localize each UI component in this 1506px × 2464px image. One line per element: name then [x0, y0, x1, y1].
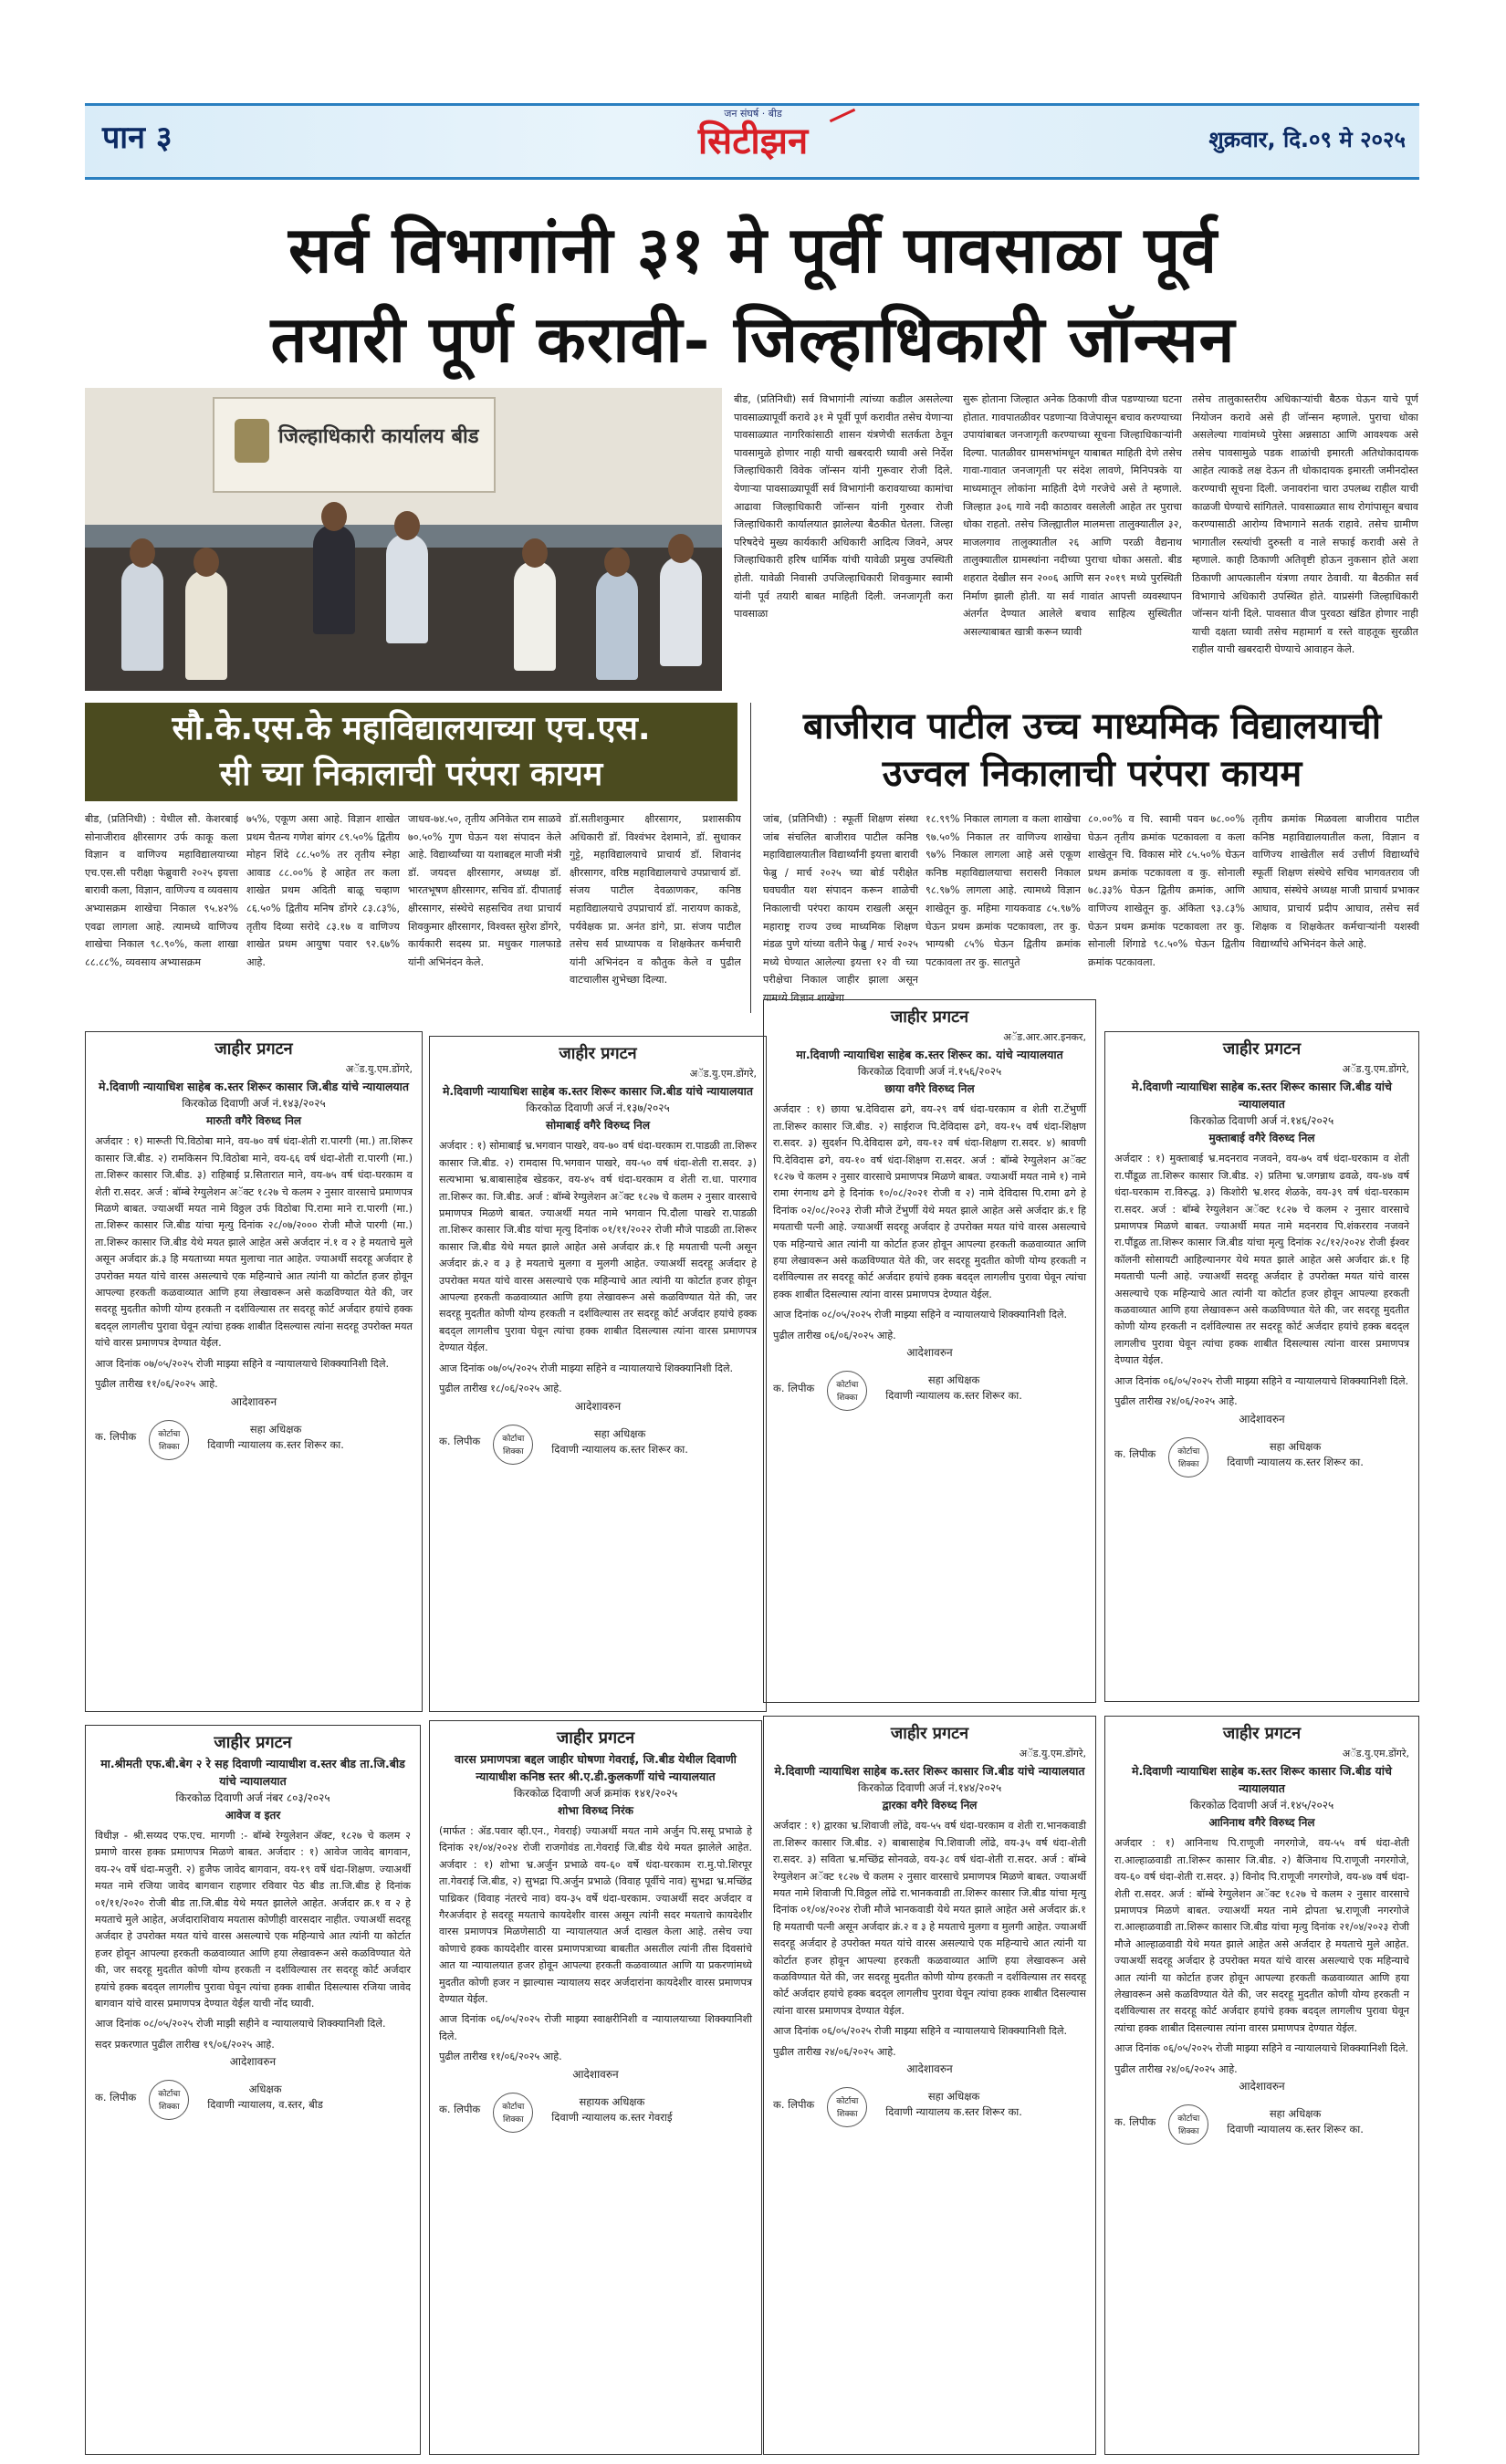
person-figure: [121, 561, 163, 671]
notice-case-number: किरकोळ दिवाणी अर्ज नं.१५६/२०२५: [857, 1065, 1002, 1079]
notice-title: जाहीर प्रगटन: [556, 1728, 635, 1748]
story3-col4: तृतीय क्रमांक मिळवला बाजीराव पाटील कनिष्ठ महाविद्यालयातील कला, विज्ञान व वाणिज्य शाखेतील सर्व उत्तीर्ण विद्यार्थ्यांचे स्फूर्ती शिक्षण संस्थेचे सचिव भागवतराव जी आघाव, संस्थेचे अध्यक्ष माजी प्राचार्य प्रभाकर आघाव, प्राचार्य प्रदीप आघाव, तसेच सर्व शिक्षक व शिक्षकेतर कर्मचाऱ्यांनी यशस्वी विद्यार्थ्यांचे अभिनंदन केले आहे.: [1252, 813, 1419, 951]
office-banner: जिल्हाधिकारी कार्यालय बीड: [213, 397, 496, 493]
notice-signatory: सहा अधिक्षक दिवाणी न्यायालय क.स्तर शिरूर का.: [551, 1426, 688, 1456]
legal-notice: [1104, 1031, 1419, 1702]
court-seal-icon: कोर्टाचा शिक्का: [827, 1371, 867, 1411]
notice-body: (मार्फत : ॲड.पवार व्ही.एन., गेवराई) ज्याअर्थी मयत नामे अर्जुन पि.ससू प्रभाळे हे दिनांक २१/०४/२०२४ रोजी राजगोवंड ता.गेवराई जि.बीड येथे मयत झालेले आहेत. अर्जदार : १) शोभा भ्र.अर्जुन प्रभाळे वय-६० वर्षे धंदा-घरकाम रा.मु.पो.शिरपूर ता.गेवराई जि.बीड, २) सुभद्रा पि.अर्जुन प्रभाळे (विवाह पूर्वीचे नाव) सुभद्रा भ्र.मच्छिंद्र पाथ्रिकर (विवाह नंतरचे नाव) वय-३५ वर्षे धंदा-घरकाम. ज्याअर्थी सदर अर्जदार व गैरअर्जदार हे सदरहू मयताचे कायदेशीर वारस असून त्यांनी सदर मयताचे कायदेशीर वारस प्रमाणपत्र मिळणेसाठी या न्यायालयात अर्ज दाखल केला आहे. तसेच ज्या कोणाचे हक्क कायदेशीर वारस प्रमाणपत्राच्या बाबतीत असतील त्यांनी तीस दिवसांचे आत या न्यायालयात हजर होवून आपल्या हरकती कळवाव्यात आणि या प्रकरणांमध्ये मुदतीत कोणी हजर न झाल्यास न्यायालय सदर अर्जदारांना कायदेशीर वारस प्रमाणपत्र देण्यात येईल.: [439, 1825, 752, 2006]
person-figure: [386, 534, 428, 643]
notice-date-line: आज दिनांक ०६/०५/२०२५ रोजी माझ्या स्वाक्षरीनिशी व न्यायालयाच्या शिक्क्यानिशी दिले.: [439, 2013, 752, 2042]
notice-date-line: आज दिनांक ०६/०५/२०२५ रोजी माझ्या सहिने व न्यायालयाचे शिक्क्यानिशी दिले.: [1114, 2042, 1409, 2055]
notice-next-date: पुढील तारीख १८/०६/२०२५ आहे.: [439, 1383, 562, 1395]
notice-body: विधीज्ञ - श्री.सय्यद एफ.एच. मागणी :- बॉम्बे रेग्युलेशन ॲक्ट, १८२७ चे कलम २ प्रमाणे वारस हक्क प्रमाणपत्र मिळणे बाबत. अर्जदार : १) आवेज जावेद बागवान, वय-२५ वर्षे धंदा-मजुरी. २) हुजैफ जावेद बागवान, वय-१९ वर्षे धंदा-शिक्षण. ज्याअर्थी मयत नामे रजिया जावेद बागवान राहणार रविवार पेठ बीड ता.जि.बीड हे दिनांक ०१/११/२०२० रोजी बीड ता.जि.बीड येथे मयत झालेले आहेत. अर्जदार क्र.१ व २ हे मयताचे मुले आहेत, अर्जदाराशिवाय मयतास कोणीही वारसदार नाहीत. ज्याअर्थी सदरहू अर्जदार हे उपरोक्त मयत यांचे वारस असल्याचे एक महिन्याचे आत त्यांनी या कोर्टात हजर होवून आपल्या हरकती कळवाव्यात आणि हया लेखावरून असे कळविण्यात येते की, जर सदरहू मुदतीत कोणी योग्य हरकती न दर्शविल्यास तर सदरहू कोर्ट अर्जदार हयांचे हक्क बदद्ल लागलीच पुरावा घेवून त्यांचा हक्क शाबीत दिसल्यास रजिया जावेद बागवान यांचे वारस प्रमाणपत्र देण्यात येईल याची नोंद घ्यावी.: [95, 1830, 411, 2010]
story3-col2: १८.९९% निकाल लागला व कला शाखेचा ९७.५०% निकाल तर वाणिज्य शाखेचा ९७% निकाल लागला आहे असे एकूण कनिष्ठ महाविद्यालयाचा सरासरी निकाल ९८.९७% लागला आहे. त्यामध्ये विज्ञान शाखेतून कु. महिमा गायकवाड ८५.९७% घेऊन प्रथम क्रमांक पटकावला, तर कु. भाग्यश्री ८५% घेऊन द्वितीय क्रमांक पटकावला तर कु. सातपुते: [926, 813, 1081, 968]
notice-next-date: पुढील तारीख २४/०६/२०२५ आहे.: [1114, 1395, 1238, 1408]
notice-body: अर्जदार : १) द्वारका भ्र.शिवाजी लोंढे, वय-५५ वर्ष धंदा-घरकाम व शेती रा.भानकवाडी ता.शिरूर कासार जि.बीड. २) बाबासाहेब पि.शिवाजी लोंढे, वय-३५ वर्ष धंदा-शेती रा.सदर. ३) सविता भ्र.मच्छिंद्र सोनवळे, वय-३८ वर्ष धंदा-शेती रा.सदर. अर्ज : बॉम्बे रेग्युलेशन अॅक्ट १८२७ चे कलम २ नुसार वारसाचे प्रमाणपत्र मिळणे बाबत. ज्याअर्थी मयत नामे शिवाजी पि.विठ्ठल लोंढे रा.भानकवाडी ता.शिरूर कासार जि.बीड यांचा मृत्यु दिनांक ०१/०४/२०२४ रोजी मौजे भानकवाडी येथे मयत झाले आहेत असे अर्जदार क्रं.१ हि मयताची पत्नी असून अर्जदार क्रं.२ व ३ हे मयताचे मुलगा व मुलगी आहेत. ज्याअर्थी सदरहू अर्जदार हे उपरोक्त मयत यांचे वारस असल्याचे एक महिन्याचे आत त्यांनी या कोर्टात हजर होवून आपल्या हरकती कळवाव्यात आणि हया लेखावरून असे कळविण्यात येते की, जर सदरहू मुदतीत कोणी योग्य हरकती न दर्शविल्यास तर सदरहू कोर्ट अर्जदार हयांचे हक्क बदद्ल लागलीच पुरावा घेवून त्यांचा हक्क शाबीत दिसल्यास त्यांना वारस प्रमाणपत्र देण्यात येईल.: [773, 1820, 1086, 2017]
story1-col3: तसेच तालुकास्तरीय अधिकाऱ्यांची बैठक घेऊन याचे पूर्ण नियोजन करावे असे ही जॉन्सन म्हणाले. पुराचा धोका असलेल्या गावांमध्ये पुरेसा अन्नसाठा आणि आवश्यक असे तसेच पावसामुळे पडक शाळांची इमारती अतिधोकादायक आहेत त्याकडे लक्ष देऊन ती धोकादायक इमारती जमीनदोस्त करण्याची सूचना दिली. जनावरांना चारा उपलब्ध राहील याची काळजी घेण्याचे सांगितले. पावसाळ्यात साथ रोगांपासून बचाव करण्यासाठी आरोग्य विभागाने सतर्क राहावे. तसेच ग्रामीण भागातील रस्त्यांची दुरुस्ती व नाले सफाई करावी असे ते म्हणाले. काही ठिकाणी अतिवृष्टी होऊन नुकसान होते अशा ठिकाणी आपत्कालीन यंत्रणा तयार ठेवावी. या बैठकीत सर्व विभागाचे अधिकारी उपस्थित होते. याप्रसंगी जिल्हाधिकारी जॉन्सन यांनी दिले. पावसात वीज पुरवठा खंडित होणार नाही याची दक्षता घ्यावी तसेच महामार्ग व रस्ते वाहतूक सुरळीत राहील याची खबरदारी घेण्याचे आवाहन केले.: [1192, 393, 1418, 656]
page-number: पान ३: [102, 120, 173, 156]
notice-order: आदेशावरुन: [1239, 2080, 1285, 2093]
person-figure: [514, 561, 556, 671]
logo-text: सिटीझन: [697, 120, 809, 162]
notice-order: आदेशावरुन: [229, 2055, 277, 2069]
notice-court: मे.दिवाणी न्यायाधिश साहेब क.स्तर शिरूर कासार जि.बीड यांचे न्यायालयात: [1132, 1080, 1392, 1112]
story2-heading: सौ.के.एस.के महाविद्यालयाच्या एच.एस. सी च्या निकालाची परंपरा कायम: [85, 703, 737, 801]
logo-tagline: जन संघर्ष · बीड: [724, 108, 782, 120]
notice-order: आदेशावरुन: [230, 1394, 277, 1408]
notice-clerk: क. लिपीक: [95, 2090, 137, 2104]
person-figure: [596, 570, 638, 680]
notice-subject: छाया वगैरे विरुध्द निल: [884, 1082, 975, 1096]
story2-col2: ७५%, एकूण असा आहे. विज्ञान शाखेत प्रथम चैतन्य गणेश बांगर ८९.५०% द्वितीय मोहन शिंदे ८८.५०% तर तृतीय स्नेहा आवाड ८८.००% हे आहेत तर कला शाखेत प्रथम अदिती बाळू चव्हाण ८६.५०% द्वितीय मनिष डोंगरे ८३.८३%, तृतीय दिव्या सरोदे ८३.१७ व वाणिज्य शाखेत प्रथम आयुषा पवार ९२.६७% आहे.: [246, 813, 400, 968]
meeting-photo: [85, 388, 722, 691]
notice-subject: मारुती वगैरे विरुध्द निल: [205, 1114, 302, 1128]
notice-clerk: क. लिपीक: [773, 1381, 815, 1394]
notice-next-date: पुढील तारीख २४/०६/२०२५ आहे.: [1114, 2062, 1238, 2075]
notice-subject: द्वारका वगैरे विरुध्द निल: [882, 1799, 978, 1812]
notice-title: जाहीर प्रगटन: [1222, 1724, 1302, 1743]
notice-next-date: पुढील तारीख ०६/०६/२०२५ आहे.: [773, 1329, 896, 1342]
notice-clerk: क. लिपीक: [1114, 2114, 1156, 2128]
notice-clerk: क. लिपीक: [439, 1435, 481, 1447]
legal-notice: [763, 999, 1096, 1703]
court-seal-icon: कोर्टाचा शिक्का: [149, 1420, 189, 1460]
notice-case-number: किरकोळ दिवाणी अर्ज क्रमांक १४१/२०२५: [513, 1787, 678, 1800]
notice-title: जाहीर प्रगटन: [1222, 1039, 1302, 1059]
notice-case-number: किरकोळ दिवाणी अर्ज नं.१४३/२०२५: [182, 1097, 326, 1111]
legal-notice: [85, 1031, 423, 1712]
notice-body: अर्जदार : १) आनिनाथ पि.राणूजी नगरगोजे, वय-५५ वर्ष धंदा-शेती रा.आल्हाळवाडी ता.शिरूर कासार जि.बीड. २) बैजिनाथ पि.राणूजी नगरगोजे, वय-६० वर्ष धंदा-शेती रा.सदर. ३) विनोद पि.राणूजी नगरगोजे, वय-४७ वर्ष धंदा-शेती रा.सदर. अर्ज : बॉम्बे रेग्युलेशन अॅक्ट १८२७ चे कलम २ नुसार वारसाचे प्रमाणपत्र मिळणे बाबत. ज्याअर्थी मयत नामे द्रोपता भ्र.राणूजी नगरगोजे रा.आल्हाळवाडी ता.शिरूर कासार जि.बीड यांचा मृत्यु दिनांक २१/०४/२०२३ रोजी मौजे आल्हाळवाडी येथे मयत झाले आहेत असे अर्जदार हे मयताचे मुले आहेत. ज्याअर्थी सदरहू अर्जदार हे उपरोक्त मयत यांचे वारस असल्याचे एक महिन्याचे आत त्यांनी या कोर्टात हजर होवून आपल्या हरकती कळवाव्यात आणि हया लेखावरून असे कळविण्यात येते की, जर सदरहू मुदतीत कोणी योग्य हरकती न दर्शविल्यास तर सदरहू कोर्ट अर्जदार हयांचे हक्क बदद्ल लागलीच पुरावा घेवून त्यांचा हक्क शाबीत दिसल्यास त्यांना वारस प्रमाणपत्र देण्यात येईल.: [1114, 1837, 1409, 2034]
legal-notice: [429, 1036, 767, 1712]
court-seal-icon: कोर्टाचा शिक्का: [1168, 1437, 1208, 1477]
notice-subject: आवेज व इतर: [225, 1809, 281, 1822]
notice-signatory: अधिक्षक दिवाणी न्यायालय, व.स्तर, बीड: [207, 2083, 323, 2112]
notice-date-line: आज दिनांक ०६/०५/२०२५ रोजी माझ्या सहिने व न्यायालयाचे शिक्क्यानिशी दिले.: [773, 2025, 1068, 2038]
court-seal-icon: कोर्टाचा शिक्का: [493, 2093, 533, 2133]
notice-next-date: पुढील तारीख २४/०६/२०२५ आहे.: [773, 2045, 896, 2058]
headline-line-1: सर्व विभागांनी ३१ मे पूर्वी पावसाळा पूर्व: [288, 212, 1218, 287]
notice-advocate: अॅड.यु.एम.डोंगरे,: [689, 1068, 757, 1080]
notice-order: आदेशावरुन: [906, 2062, 953, 2076]
notice-court: वारस प्रमाणपत्रा बद्दल जाहीर घोषणा गेवराई, जि.बीड येथील दिवाणी न्यायाधीश कनिष्ठ स्तर श्री.ए.डी.कुलकर्णी यांचे न्यायालयात: [455, 1752, 737, 1783]
column-divider: [750, 703, 751, 1013]
story3-heading: बाजीराव पाटील उच्च माध्यमिक विद्यालयाची उज्वल निकालाची परंपरा कायम: [802, 705, 1382, 795]
notice-order: आदेशावरुन: [572, 2067, 619, 2081]
notice-signatory: सहा अधिक्षक दिवाणी न्यायालय क.स्तर शिरूर का.: [885, 1373, 1022, 1403]
notice-signatory: सहा अधिक्षक दिवाणी न्यायालय क.स्तर शिरूर का.: [1227, 1439, 1364, 1468]
notice-case-number: किरकोळ दिवाणी अर्ज नं.१३७/२०२५: [526, 1101, 670, 1115]
notice-title: जाहीर प्रगटन: [214, 1039, 293, 1059]
notice-case-number: किरकोळ दिवाणी अर्ज नं.१४६/२०२५: [1189, 1114, 1334, 1128]
notice-date-line: आज दिनांक ०८/०५/२०२५ रोजी माझ्या सहिने व न्यायालयाचे शिक्क्यानिशी दिले.: [773, 1309, 1068, 1321]
story2-col1: बीड, (प्रतिनिधी) : येथील सौ. केशरबाई सोनाजीराव क्षीरसागर उर्फ काकू कला विज्ञान व वाणिज्य महाविद्यालयाच्या एच.एस.सी परीक्षा फेब्रुवारी २०२५ इयत्ता बारावी कला, विज्ञान, वाणिज्य व व्यवसाय अभ्यासक्रम शाखेचा निकाल ९५.४२% एवढा लागला आहे. त्यामध्ये वाणिज्य शाखेचा निकाल ९८.९०%, कला शाखा ८८.८८%, व्यवसाय अभ्यासक्रम: [85, 813, 238, 968]
notice-case-number: किरकोळ दिवाणी अर्ज नं.१४४/२०२५: [857, 1781, 1002, 1795]
legal-notice: [763, 1716, 1096, 2455]
legal-notice: [1104, 1716, 1419, 2455]
notice-subject: सोमाबाई वगैरे विरुध्द निल: [546, 1119, 650, 1133]
notice-title: जाहीर प्रगटन: [890, 1724, 969, 1743]
story2-col4: डॉ.सतीशकुमार क्षीरसागर, प्रशासकीय अधिकारी डॉ. विश्वंभर देशमाने, डॉ. सुधाकर गुट्टे, महाविद्यालयाचे प्राचार्य डॉ. शिवानंद क्षीरसागर, वरिष्ठ महाविद्यालयाचे उपप्राचार्य डॉ. संजय पाटील देवळाणकर, कनिष्ठ महाविद्यालयाचे उपप्राचार्य डॉ. नारायण काकडे, पर्यवेक्षक प्रा. अनंत डांगे, प्रा. संजय पाटील तसेच सर्व प्राध्यापक व शिक्षकेतर कर्मचारी यांनी अभिनंदन व कौतुक केले व पुढील वाटचालीस शुभेच्छा दिल्या.: [570, 813, 741, 987]
story3-col3: ८०.००% व चि. स्वामी पवन ७८.००% घेऊन तृतीय क्रमांक पटकावला व कला शाखेतून चि. विकास मोरे ८५.५०% घेऊन प्रथम क्रमांक पटकावला व कु. सोनाली ७८.३३% घेऊन द्वितीय क्रमांक, आणि वाणिज्य शाखेतून कु. अंकिता ९३.८३% घेऊन प्रथम क्रमांक पटकावला तर कु. सोनाली शिंगाडे ९८.५०% घेऊन द्वितीय क्रमांक पटकावला.: [1088, 813, 1245, 968]
newspaper-logo: [657, 107, 849, 178]
story3-col1: जांब, (प्रतिनिधी) : स्फूर्ती शिक्षण संस्था जांब संचलित बाजीराव पाटील कनिष्ठ महाविद्यालयातील विद्यार्थ्यांनी इयत्ता बारावी फेब्रु / मार्च २०२५ च्या बोर्ड परीक्षेत घवघवीत यश संपादन करून शाळेची निकालाची परंपरा कायम राखली असून महाराष्ट्र राज्य उच्च माध्यमिक शिक्षण मंडळ पुणे यांच्या वतीने फेब्रु / मार्च २०२५ मध्ये घेण्यात आलेल्या इयत्ता १२ वी च्या परीक्षेचा निकाल जाहीर झाला असून यामध्ये विज्ञान शाखेचा: [763, 813, 918, 1004]
notice-order: आदेशावरुन: [574, 1399, 622, 1413]
notice-signatory: सहा अधिक्षक दिवाणी न्यायालय क.स्तर शिरूर का.: [1227, 2107, 1364, 2136]
notice-next-date: सदर प्रकरणात पुढील तारीख १९/०६/२०२५ आहे.: [95, 2038, 275, 2051]
person-figure: [313, 525, 355, 634]
notice-clerk: क. लिपीक: [1114, 1447, 1156, 1460]
court-seal-icon: कोर्टाचा शिक्का: [149, 2080, 189, 2120]
notice-court: मे.दिवाणी न्यायाधिश साहेब क.स्तर शिरूर कासार जि.बीड यांचे न्यायालयात: [774, 1764, 1085, 1779]
main-headline: [91, 205, 1415, 384]
notice-order: आदेशावरुन: [1239, 1412, 1285, 1425]
notice-title: जाहीर प्रगटन: [559, 1044, 637, 1063]
notice-body: अर्जदार : १) मुक्ताबाई भ्र.मदनराव नजवने, वय-७५ वर्ष धंदा-घरकाम व शेती रा.पौंडूळ ता.शिरूर कासार जि.बीड. २) प्रतिमा भ्र.जगन्नाथ ढवळे, वय-४७ वर्ष धंदा-घरकाम रा.विरुद्ध. ३) किशोरी भ्र.शरद शेळके, वय-३९ वर्ष धंदा-घरकाम रा.सदर. अर्ज : बॉम्बे रेग्युलेशन अॅक्ट १८२७ चे कलम २ नुसार वारसाचे प्रमाणपत्र मिळणे बाबत. ज्याअर्थी मयत नामे मदनराव पि.शंकरराव नजवने रा.पौंडूळ ता.शिरूर कासार जि.बीड यांचा मृत्यु दिनांक २८/१२/२०२४ रोजी ईश्वर कॉलनी सोसायटी आहिल्यानगर येथे मयत झाले आहेत असे अर्जदार क्रं.१ हि मयताची पत्नी आहे. ज्याअर्थी सदरहू अर्जदार हे उपरोक्त मयत यांचे वारस असल्याचे एक महिन्याचे आत त्यांनी या कोर्टात हजर होवून आपल्या हरकती कळवाव्यात आणि हया लेखावरून असे कळविण्यात येते की, जर सदरहू मुदतीत कोणी योग्य हरकती न दर्शविल्यास तर सदरहू कोर्ट अर्जदार हयांचे हक्क बदद्ल लागलीच पुरावा घेवून त्यांचा हक्क शाबीत दिसल्यास त्यांना वारस प्रमाणपत्र देण्यात येईल.: [1114, 1153, 1409, 1367]
notice-body: अर्जदार : १) सोमाबाई भ्र.भगवान पाखरे, वय-७० वर्ष धंदा-घरकाम रा.पाडळी ता.शिरूर कासार जि.बीड. २) रामदास पि.भगवान पाखरे, वय-५० वर्ष धंदा-शेती रा.सदर. ३) सत्यभामा भ्र.बाबासाहेब खेडकर, वय-४५ वर्ष धंदा-घरकाम व शेती रा.धा. पारगाव ता.शिरूर का. जि.बीड. अर्ज : बॉम्बे रेग्युलेशन अॅक्ट १८२७ चे कलम २ नुसार वारसाचे प्रमाणपत्र मिळणे बाबत. ज्याअर्थी मयत नामे भगवान पि.दौला पाखरे रा.पाडळी ता.शिरूर कासार जि.बीड यांचा मृत्यु दिनांक ०१/११/२०२२ रोजी मौजे पाडळी ता.शिरूर कासार जि.बीड येथे मयत झाले आहेत असे अर्जदार क्रं.१ हि मयताची पत्नी असून अर्जदार क्रं.२ व ३ हे मयताचे मुलगा व मुलगी आहेत. ज्याअर्थी सदरहू अर्जदार हे उपरोक्त मयत यांचे वारस असल्याचे एक महिन्याचे आत त्यांनी या कोर्टात हजर होवून आपल्या हरकती कळवाव्यात आणि हया लेखावरून असे कळविण्यात येते की, जर सदरहू मुदतीत कोणी योग्य हरकती न दर्शविल्यास तर सदरहू कोर्ट अर्जदार हयांचे हक्क बदद्ल लागलीच पुरावा घेवून त्यांचा हक्क शाबीत दिसल्यास त्यांना वारस प्रमाणपत्र देण्यात येईल.: [439, 1140, 757, 1354]
legal-notice: [85, 1725, 421, 2455]
legal-notice: [429, 1720, 762, 2455]
notice-date-line: आज दिनांक ०७/०५/२०२५ रोजी माझ्या सहिने व न्यायालयाचे शिक्क्यानिशी दिले.: [95, 1357, 390, 1370]
notice-advocate: अॅड.यु.एम.डोंगरे,: [1019, 1748, 1086, 1759]
notice-subject: आनिनाथ वगैरे विरुध्द निल: [1208, 1816, 1315, 1830]
story1-col1: बीड, (प्रतिनिधी) सर्व विभागांनी त्यांच्या कडील असलेल्या पावसाळ्यापूर्वी करावे ३१ मे पूर्वी पूर्ण करावीत तसेच येणाऱ्या पावसाळ्यात नागरिकांसाठी शासन यंत्रणेची सतर्कता ठेवून पावसामुळे होणार नाही याची खबरदारी घ्यावी असे निर्देश जिल्हाधिकारी विवेक जॉन्सन यांनी गुरूवार रोजी दिले. येणाऱ्या पावसाळ्यापूर्वी सर्व विभागांनी करावयाच्या कामांचा आढावा जिल्हाधिकारी जॉन्सन यांनी गुरुवार रोजी जिल्हाधिकारी कार्यालयात झालेल्या बैठकीत घेतला. जिल्हा परिषदेचे मुख्य कार्यकारी अधिकारी आदित्य जिवने, अपर जिल्हाधिकारी हरिष धार्मिक यांची यावेळी प्रमुख उपस्थिती होती. यावेळी निवासी उपजिल्हाधिकारी शिवकुमार स्वामी यांनी पूर्व तयारी बाबत माहिती दिली. जनजागृती करा पावसाळा: [734, 393, 953, 621]
court-seal-icon: कोर्टाचा शिक्का: [827, 2087, 867, 2127]
notice-next-date: पुढील तारीख ११/०६/२०२५ आहे.: [439, 2051, 562, 2063]
notice-case-number: किरकोळ दिवाणी अर्ज नं.१४५/२०२५: [1189, 1799, 1334, 1812]
notice-body: अर्जदार : १) छाया भ्र.देविदास ढगे, वय-२९ वर्ष धंदा-घरकाम व शेती रा.टेंभुर्णी ता.शिरूर कासार जि.बीड. २) साईराज पि.देविदास ढगे, वय-१५ वर्ष धंदा-शिक्षण रा.सदर. ३) सुदर्शन पि.देविदास ढगे, वय-१२ वर्ष धंदा-शिक्षण रा.सदर. ४) श्रावणी पि.देविदास ढगे, वय-१० वर्ष धंदा-शिक्षण रा.सदर. अर्ज : बॉम्बे रेग्युलेशन अॅक्ट १८२७ चे कलम २ नुसार वारसाचे प्रमाणपत्र मिळणे बाबत. ज्याअर्थी मयत नामे १) नामे रामा रंगनाथ ढगे हे दिनांक १०/०८/२०२१ रोजी व २) नामे देविदास पि.रामा ढगे हे दिनांक ०२/०८/२०२३ रोजी मौजे टेंभुर्णी येथे मयत झाले आहेत असे अर्जदार क्रं.१ हि मयताची पत्नी आहे. ज्याअर्थी सदरहू अर्जदार हे उपरोक्त मयत यांचे वारस असल्याचे एक महिन्याचे आत त्यांनी या कोर्टात हजर होवून आपल्या हरकती कळवाव्यात आणि हया लेखावरून असे कळविण्यात येते की, जर सदरहू मुदतीत कोणी योग्य हरकती न दर्शविल्यास तर सदरहू कोर्ट अर्जदार हयांचे हक्क बदद्ल लागलीच पुरावा घेवून त्यांचा हक्क शाबीत दिसल्यास त्यांना वारस प्रमाणपत्र देण्यात येईल.: [773, 1103, 1086, 1300]
notice-court: मे.दिवाणी न्यायाधिश साहेब क.स्तर शिरूर कासार जि.बीड यांचे न्यायालयात: [98, 1080, 410, 1094]
notice-clerk: क. लिपीक: [439, 2103, 481, 2116]
notice-court: मा.दिवाणी न्यायाधिश साहेब क.स्तर शिरूर का. यांचे न्यायालयात: [796, 1048, 1063, 1062]
notice-advocate: अॅड.आर.आर.इनकर,: [1003, 1031, 1086, 1043]
notice-title: जाहीर प्रगटन: [214, 1733, 292, 1752]
notice-advocate: अॅड.यु.एम.डोंगरे,: [345, 1063, 413, 1075]
story1-col2: सुरू होताना जिल्हात अनेक ठिकाणी वीज पडण्याच्या घटना होतात. गावपातळीवर पडणाऱ्या विजेपासून बचाव करण्याच्या उपायांबाबत जनजागृती करण्याच्या सूचना जिल्हाधिकाऱ्यांनी दिल्या. पातळीवर ग्रामसभांमधून याबाबत माहिती देणे तसेच गावा-गावात जनजागृती पर संदेश लावणे, मिनिपत्रके या माध्यमातून लोकांना माहिती देणे गरजेचे असे ते म्हणाले. जिल्हात ३०६ गावे नदी काठावर वसलेली आहेत तर पुराचा धोका राहतो. तसेच जिल्ह्यातील मालमत्ता तालुक्यातील ३२, माजलगाव तालुक्यातील २६ आणि परळी वैद्यनाथ तालुक्यातील ग्रामस्थांना नदीच्या पुराचा धोका असतो. बीड शहरात देखील सन २००६ आणि सन २०१९ मध्ये पुरस्थिती निर्माण झाली होती. या सर्व गावांत आपत्ती व्यवस्थापन अंतर्गत देण्यात आलेले बचाव साहित्य सुस्थितीत असल्याबाबत खात्री करून घ्यावी: [963, 393, 1182, 638]
court-seal-icon: कोर्टाचा शिक्का: [1168, 2104, 1208, 2145]
headline-line-2: तयारी पूर्ण करावी- जिल्हाधिकारी जॉन्सन: [270, 301, 1236, 377]
notice-body: अर्जदार : १) मारूती पि.विठोबा माने, वय-७० वर्ष धंदा-शेती रा.पारगी (मा.) ता.शिरूर कासार जि.बीड. २) रामकिसन पि.विठोबा माने, वय-६६ वर्ष धंदा-शेती रा.पारगी (मा.) ता.शिरूर कासार जि.बीड. ३) राहिबाई प्र.सितारात माने, वय-७५ वर्ष धंदा-घरकाम व शेती रा.सदर. अर्ज : बॉम्बे रेग्युलेशन अॅक्ट १८२७ चे कलम २ नुसार वारसाचे प्रमाणपत्र मिळणे बाबत. ज्याअर्थी मयत नामे विठ्ठल उर्फ विठोबा पि.रामा माने रा.पारगी (मा.) ता.शिरूर कासार जि.बीड यांचा मृत्यु दिनांक २८/०७/२००० रोजी मौजे पारगी (मा.) ता.शिरूर कासार जि.बीड येथे मयत झाले आहेत असे अर्जदार नं.१ व २ हे मयताचे मुले असून अर्जदार क्रं.३ हि मयताच्या मयत मुलाचा नात आहेत. ज्याअर्थी सदरहू अर्जदार हे उपरोक्त मयत यांचे वारस असल्याचे एक महिन्याचे आत त्यांनी या कोर्टात हजर होवून आपल्या हरकती कळवाव्यात आणि हया लेखावरून असे कळविण्यात येते की, जर सदरहू मुदतीत कोणी योग्य हरकती न दर्शविल्यास तर सदरहू कोर्ट अर्जदार हयांचे हक्क बदद्ल लागलीच पुरावा घेवून त्यांचा हक्क शाबीत दिसल्यास त्यांना सदरहू उपरोक्त मयत यांचे वारस प्रमाणपत्र देण्यात येईल.: [95, 1135, 413, 1350]
notice-date-line: आज दिनांक ०६/०५/२०२५ रोजी माझ्या सहिने व न्यायालयाचे शिक्क्यानिशी दिले.: [1114, 1374, 1409, 1387]
notice-subject: शोभा विरुध्द निरंक: [558, 1804, 633, 1817]
notice-clerk: क. लिपीक: [95, 1430, 137, 1443]
person-figure: [185, 570, 227, 680]
notice-clerk: क. लिपीक: [773, 2097, 815, 2111]
person-figure: [660, 557, 702, 666]
notice-order: आदेशावरुन: [906, 1346, 953, 1360]
notice-advocate: अॅड.यु.एम.डोंगरे,: [1342, 1063, 1409, 1075]
court-seal-icon: कोर्टाचा शिक्का: [493, 1425, 533, 1465]
emblem-icon: [235, 419, 269, 463]
notice-date-line: आज दिनांक ०७/०५/२०२५ रोजी माझ्या सहिने व न्यायालयाचे शिक्क्यानिशी दिले.: [439, 1362, 734, 1374]
notice-advocate: अॅड.यु.एम.डोंगरे,: [1342, 1748, 1409, 1759]
notice-signatory: सहा अधिक्षक दिवाणी न्यायालय क.स्तर शिरूर का.: [207, 1422, 344, 1451]
notice-case-number: किरकोळ दिवाणी अर्ज नंबर ८०३/२०२५: [175, 1791, 330, 1804]
notice-signatory: सहा अधिक्षक दिवाणी न्यायालय क.स्तर शिरूर का.: [885, 2090, 1022, 2119]
notice-subject: मुक्ताबाई वगैरे विरुध्द निल: [1208, 1132, 1315, 1145]
notice-next-date: पुढील तारीख ११/०६/२०२५ आहे.: [95, 1378, 218, 1391]
notice-court: मे.दिवाणी न्यायाधिश साहेब क.स्तर शिरूर कासार जि.बीड यांचे न्यायालयात: [442, 1084, 754, 1099]
notice-signatory: सहायक अधिक्षक दिवाणी न्यायालय क.स्तर गेवराई: [551, 2094, 673, 2124]
issue-date: शुक्रवार, दि.०९ मे २०२५: [1208, 127, 1406, 152]
story2-col3: जाधव-७४.५०, तृतीय अनिकेत राम साळवे ७०.५०% गुण घेऊन यश संपादन केले आहे. विद्यार्थ्यांच्या या यशाबद्दल माजी मंत्री डॉ. जयदत्त क्षीरसागर, अध्यक्ष डॉ. भारतभूषण क्षीरसागर, सचिव डॉ. दीपाताई क्षीरसागर, संस्थेचे सहसचिव तथा प्राचार्य शिवकुमार क्षीरसागर, विश्वस्त सुरेश डोंगरे, कार्यकारी सदस्य प्रा. मधुकर गालफाडे यांनी अभिनंदन केले.: [408, 813, 561, 968]
notice-court: मा.श्रीमती एफ.बी.बेग २ रे सह दिवाणी न्यायाधीश व.स्तर बीड ता.जि.बीड यांचे न्यायालयात: [100, 1757, 405, 1788]
notice-title: जाहीर प्रगटन: [890, 1008, 969, 1027]
notice-court: मे.दिवाणी न्यायाधिश साहेब क.स्तर शिरूर कासार जि.बीड यांचे न्यायालयात: [1132, 1764, 1392, 1796]
notice-date-line: आज दिनांक ०८/०५/२०२५ रोजी माझी सहीने व न्यायालयाचे शिक्क्यानिशी दिले.: [95, 2018, 386, 2031]
